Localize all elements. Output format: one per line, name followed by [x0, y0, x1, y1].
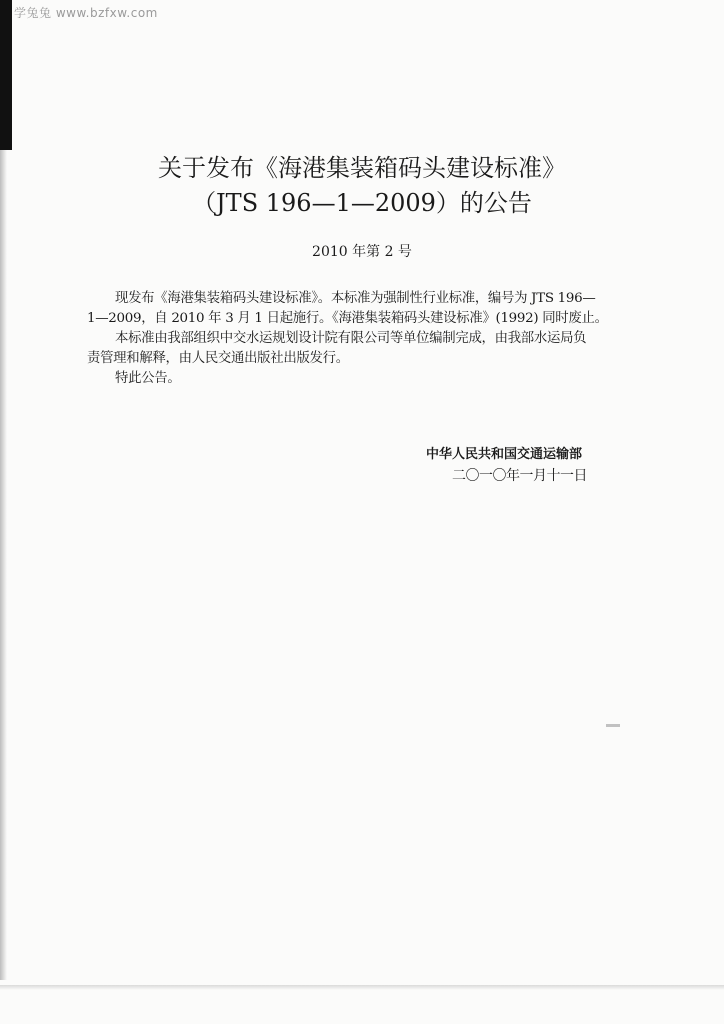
scan-speck	[606, 724, 620, 727]
signature-date: 二〇一〇年一月十一日	[452, 468, 587, 484]
announcement-title-line1: 关于发布《海港集装箱码头建设标准》	[158, 154, 566, 182]
document-number: 2010 年第 2 号	[312, 244, 412, 260]
watermark-text: 学兔兔 www.bzfxw.com	[14, 6, 158, 20]
body-paragraph-1-line-2: 1—2009，自 2010 年 3 月 1 日起施行。《海港集装箱码头建设标准》(1992) 同时废止。	[87, 311, 608, 326]
announcement-title-line2: （JTS 196—1—2009）的公告	[192, 189, 532, 217]
body-paragraph-1-line-1: 现发布《海港集装箱码头建设标准》。本标准为强制性行业标准，编号为 JTS 196—	[115, 291, 596, 306]
body-paragraph-2-line-1: 本标准由我部组织中交水运规划设计院有限公司等单位编制完成，由我部水运局负	[115, 331, 587, 346]
scan-edge-gradient	[0, 150, 7, 980]
announcement-body	[87, 289, 635, 389]
scan-edge-shadow	[0, 0, 12, 150]
signature-organization: 中华人民共和国交通运输部	[426, 447, 583, 462]
body-paragraph-3: 特此公告。	[115, 371, 181, 386]
body-paragraph-2-line-2: 责管理和解释，由人民交通出版社出版发行。	[87, 351, 349, 366]
scan-bottom-edge	[0, 985, 724, 990]
